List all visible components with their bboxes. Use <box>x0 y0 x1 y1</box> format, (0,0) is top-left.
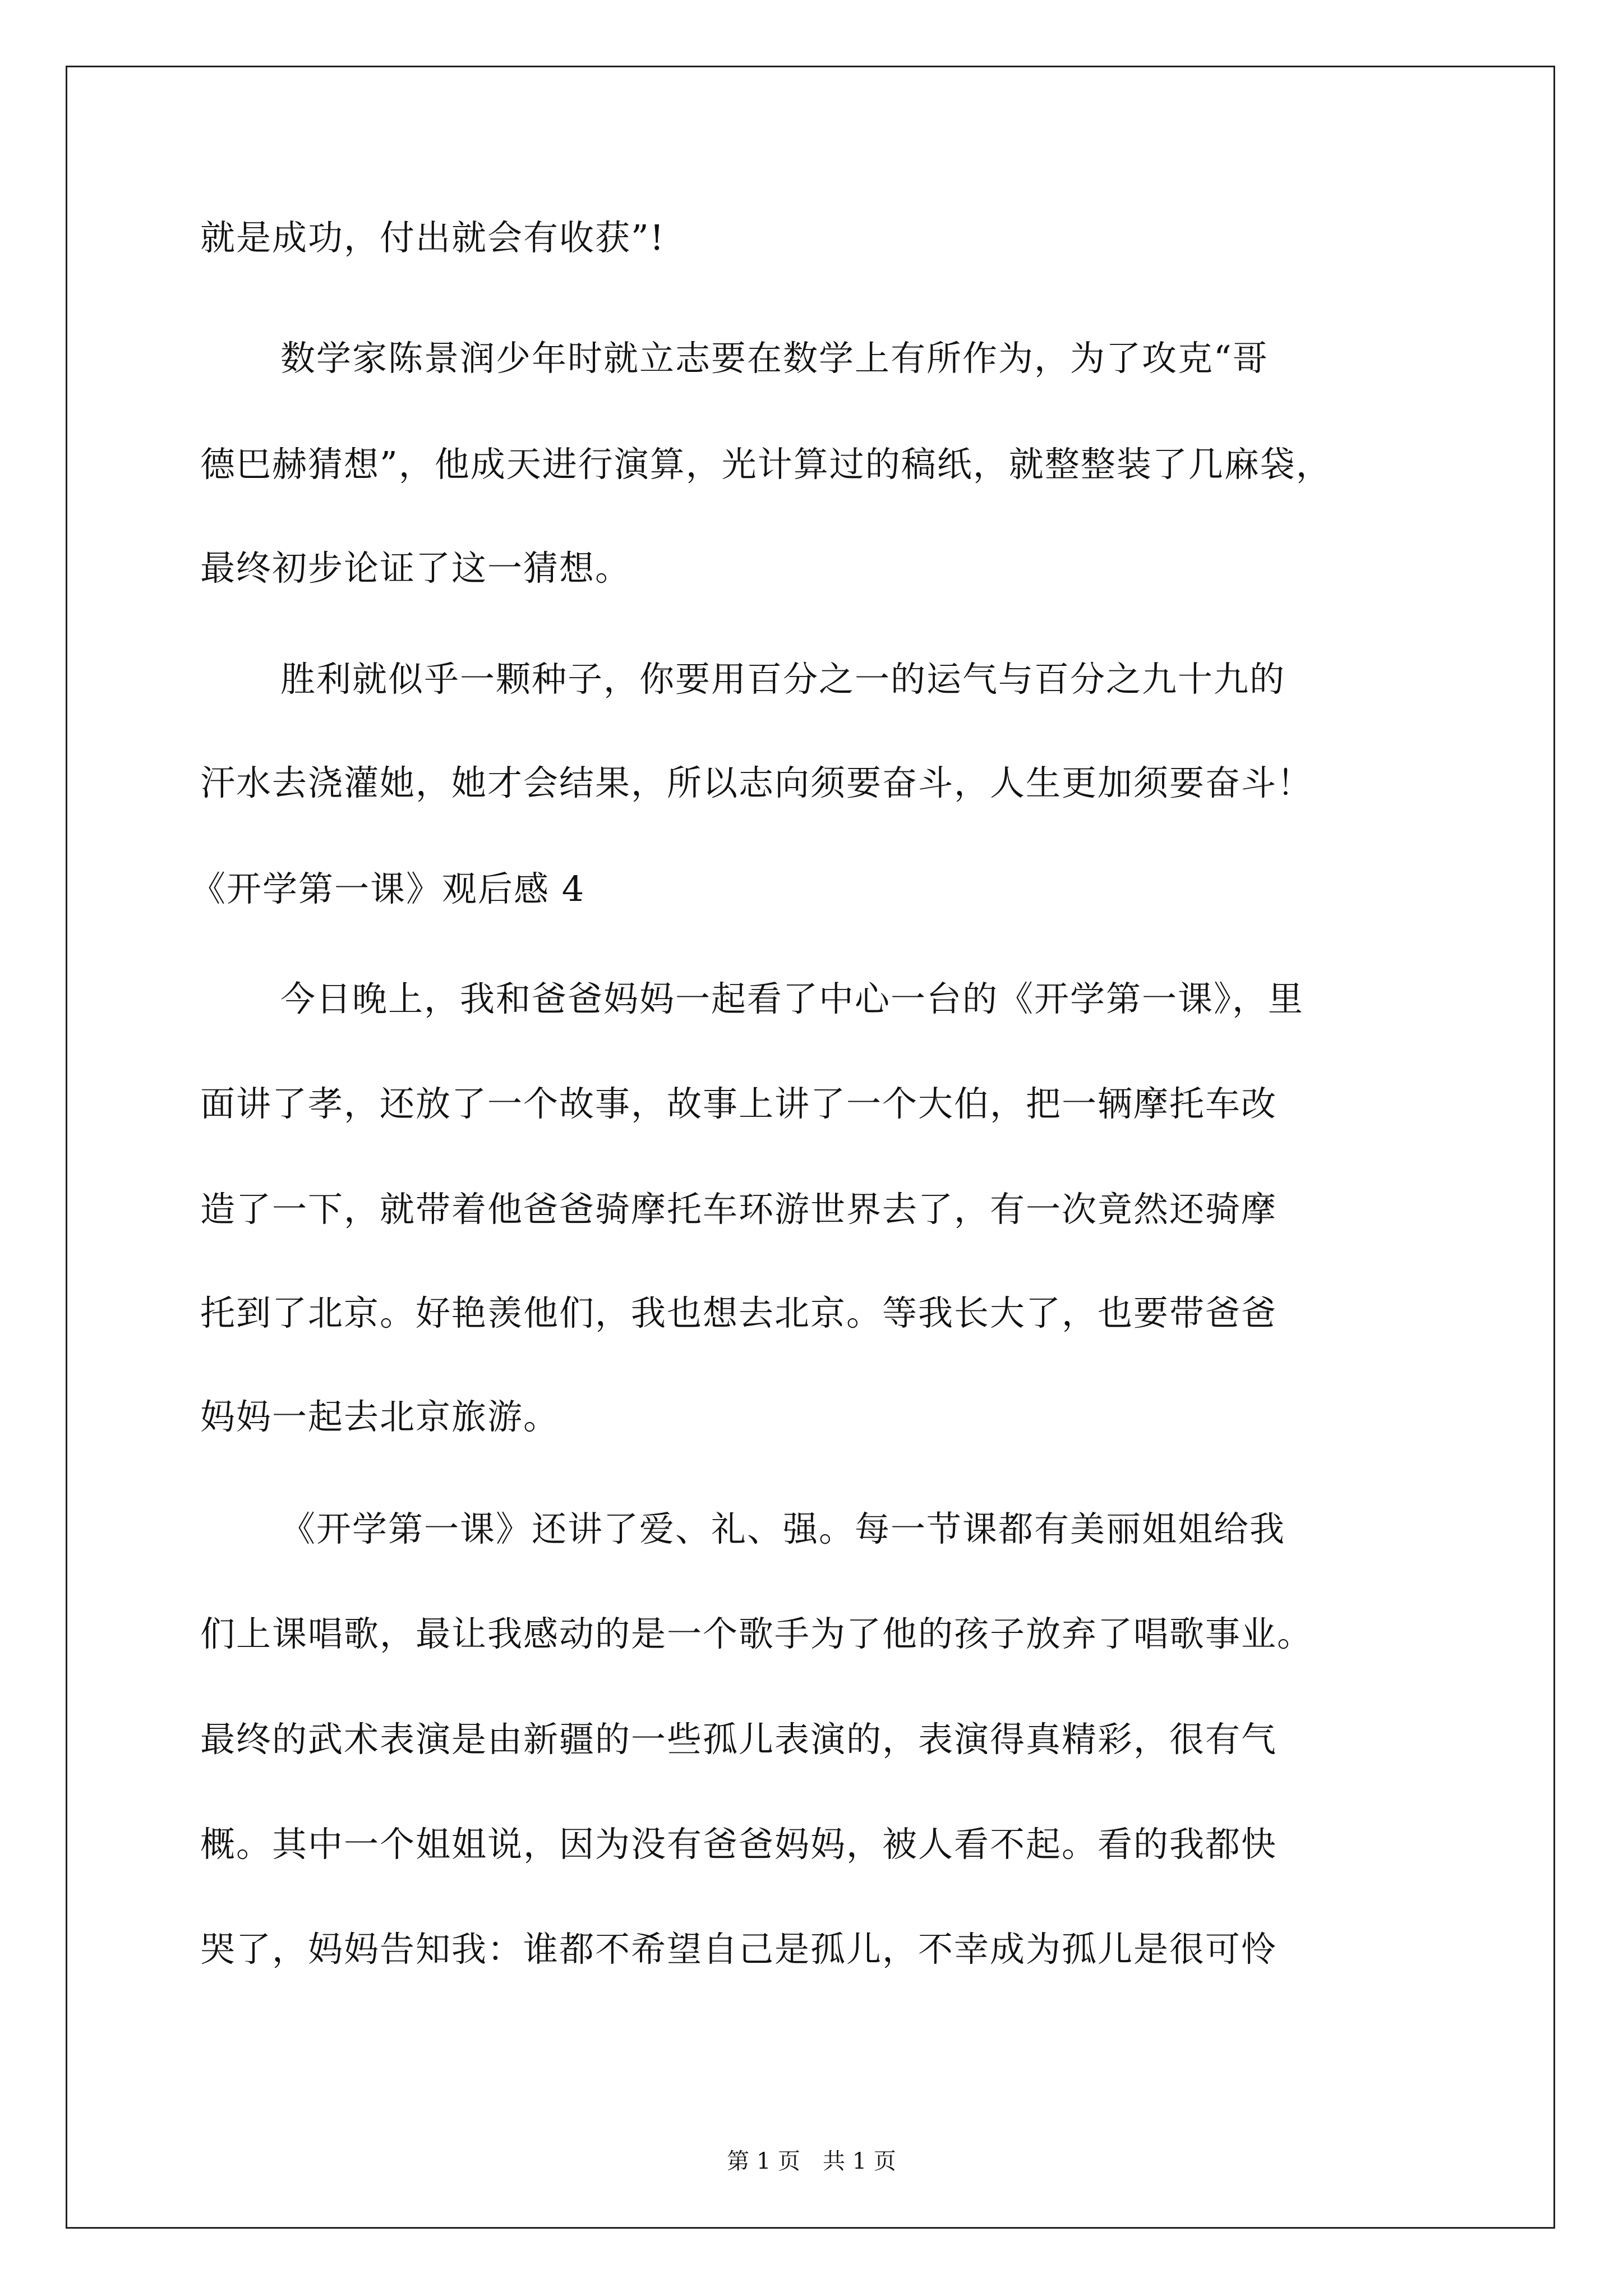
text-line: 造了一下，就带着他爸爸骑摩托车环游世界去了，有一次竟然还骑摩 <box>200 1189 1278 1230</box>
page-footer: 第 1 页 共 1 页 <box>727 2148 896 2174</box>
text-line: 们上课唱歌，最让我感动的是一个歌手为了他的孩子放弃了唱歌事业。 <box>200 1613 1313 1654</box>
text-line: 汗水去浇灌她，她才会结果，所以志向须要奋斗，人生更加须要奋斗！ <box>200 762 1313 803</box>
section-heading: 《开学第一课》观后感 4 <box>191 868 585 909</box>
text-line: 托到了北京。好艳羡他们，我也想去北京。等我长大了，也要带爸爸 <box>200 1292 1278 1333</box>
text-line: 数学家陈景润少年时就立志要在数学上有所作为，为了攻克“哥 <box>280 338 1269 379</box>
page-border <box>66 66 1555 2229</box>
text-line: 概。其中一个姐姐说，因为没有爸爸妈妈，被人看不起。看的我都快 <box>200 1824 1278 1865</box>
text-line: 面讲了孝，还放了一个故事，故事上讲了一个大伯，把一辆摩托车改 <box>200 1083 1278 1124</box>
text-line: 就是成功，付出就会有收获”! <box>200 217 665 258</box>
text-line: 哭了，妈妈告知我：谁都不希望自己是孤儿，不幸成为孤儿是很可怜 <box>200 1929 1278 1970</box>
text-line: 最终的武术表演是由新疆的一些孤儿表演的，表演得真精彩，很有气 <box>200 1719 1278 1760</box>
text-line: 《开学第一课》还讲了爱、礼、强。每一节课都有美丽姐姐给我 <box>280 1508 1286 1549</box>
text-line: 德巴赫猜想”，他成天进行演算，光计算过的稿纸，就整整装了几麻袋， <box>200 444 1332 485</box>
text-line: 胜利就似乎一颗种子，你要用百分之一的运气与百分之九十九的 <box>280 659 1286 700</box>
text-line: 最终初步论证了这一猜想。 <box>200 547 631 588</box>
text-line: 今日晚上，我和爸爸妈妈一起看了中心一台的《开学第一课》，里 <box>280 978 1304 1019</box>
text-line: 妈妈一起去北京旅游。 <box>200 1396 560 1437</box>
